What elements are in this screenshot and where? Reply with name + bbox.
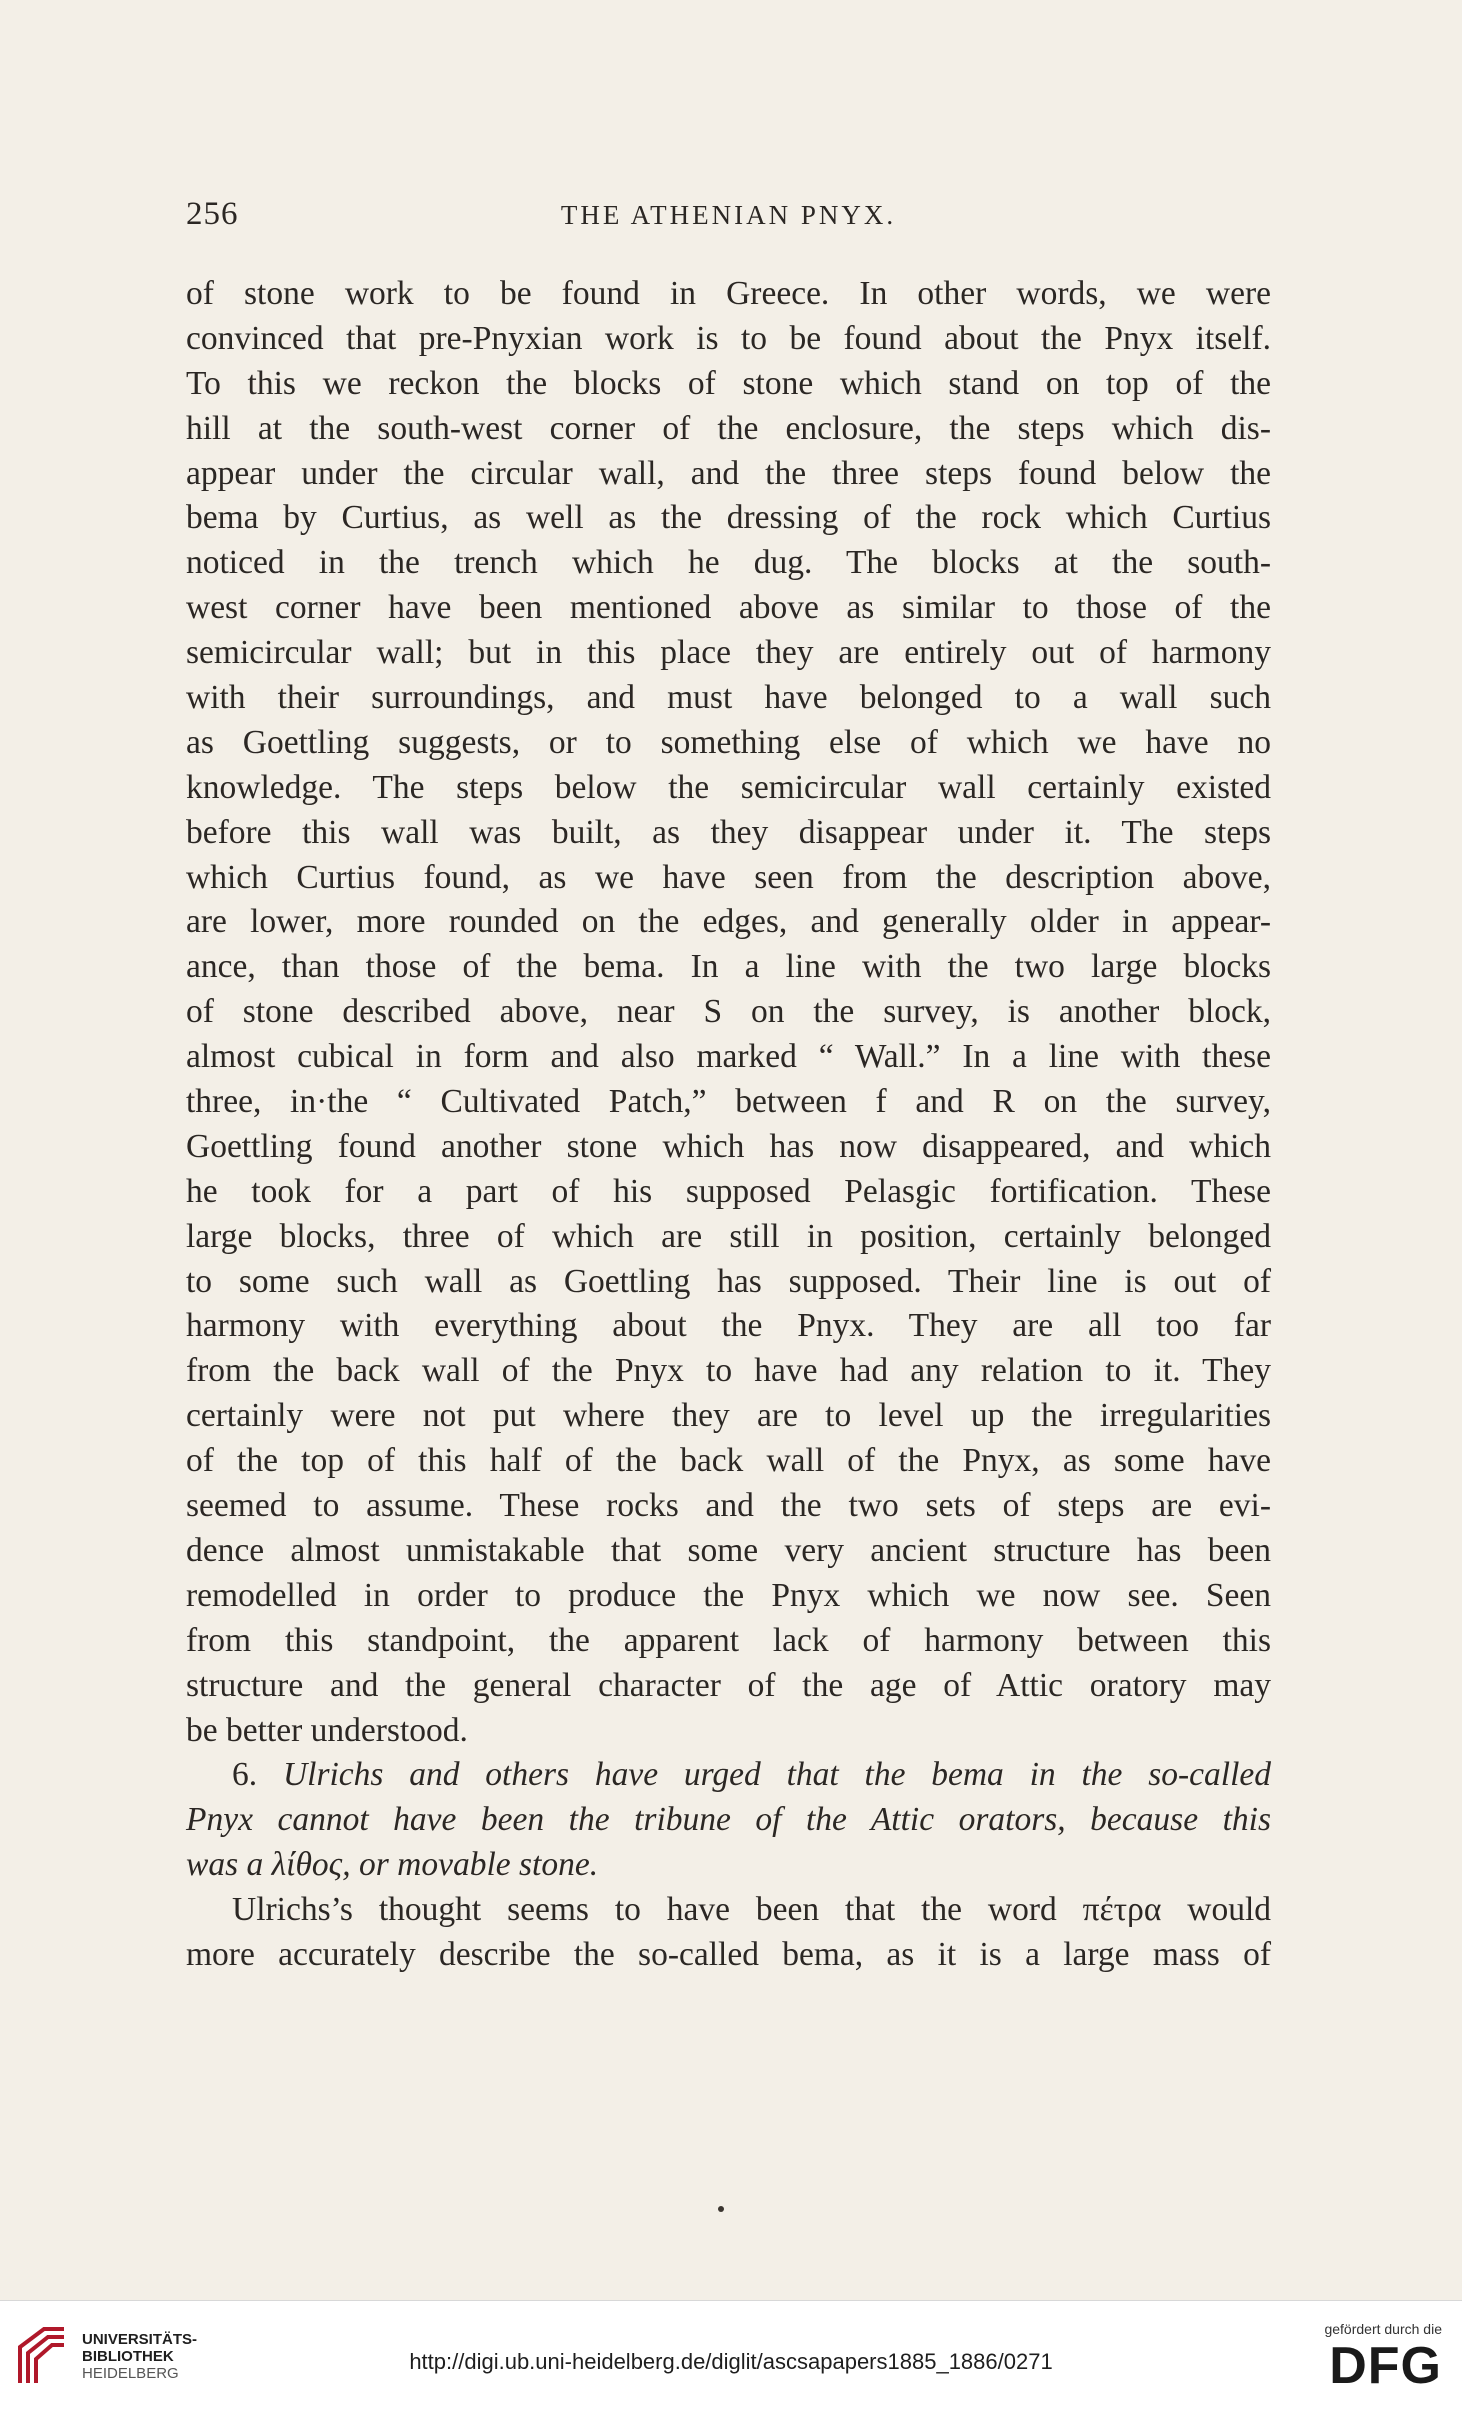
text-line: certainly were not put where they are to level up the irregularities — [186, 1397, 1271, 1435]
section-number: 6. — [232, 1756, 258, 1794]
text-line: of stone work to be found in Greece. In other words, we were — [186, 275, 1271, 312]
running-head: THE ATHENIAN PNYX. — [560, 200, 897, 230]
text-line: ance, than those of the bema. In a line with the two large blocks — [186, 948, 1271, 986]
text-line: to some such wall as Goettling has supposed. Their line is out of — [186, 1262, 1271, 1300]
text-line: west corner have been mentioned above as similar to those of the — [186, 589, 1271, 627]
body-text — [186, 272, 1271, 1978]
text-line: before this wall was built, as they disappear under it. The steps — [186, 813, 1271, 851]
text-line: noticed in the trench which he dug. The blocks at the south- — [186, 544, 1271, 582]
paper-speck — [718, 2206, 724, 2212]
section-heading-line: Pnyx cannot have been the tribune of the Attic orators, because this — [186, 1801, 1271, 1839]
page-number: 256 — [186, 196, 239, 232]
text-line: semicircular wall; but in this place they are entirely out of harmony — [186, 634, 1271, 672]
funder-block — [1292, 2321, 1442, 2395]
text-line: appear under the circular wall, and the three steps found below the — [186, 454, 1271, 492]
funder-caption: gefördert durch die — [1324, 2321, 1442, 2337]
section-heading-text: Ulrichs and others have urged that the bema in the so-called — [282, 1756, 1271, 1794]
text-line: from this standpoint, the apparent lack of harmony between this — [186, 1621, 1271, 1659]
library-name-line: HEIDELBERG — [82, 2365, 179, 2382]
text-line: which Curtius found, as we have seen from the description above, — [186, 858, 1271, 896]
text-line: as Goettling suggests, or to something else of which we have no — [186, 723, 1271, 761]
text-line: from the back wall of the Pnyx to have had any relation to it. They — [186, 1352, 1271, 1390]
text-line: dence almost unmistakable that some very ancient structure has been — [186, 1531, 1271, 1569]
text-line: convinced that pre-Pnyxian work is to be found about the Pnyx itself. — [186, 319, 1271, 357]
text-line: more accurately describe the so-called bema, as it is a large mass of — [186, 1935, 1271, 1973]
text-line: be better understood. — [186, 1711, 468, 1749]
text-line: Goettling found another stone which has now disappeared, and which — [186, 1127, 1271, 1165]
text-line: three, in·the “ Cultivated Patch,” between f and R on the survey, — [186, 1083, 1271, 1121]
text-line: are lower, more rounded on the edges, and generally older in appear- — [186, 903, 1271, 941]
text-line: remodelled in order to produce the Pnyx which we now see. Seen — [186, 1576, 1271, 1614]
library-name-line: UNIVERSITÄTS- — [82, 2331, 198, 2348]
text-line: large blocks, three of which are still in position, certainly belonged — [186, 1217, 1271, 1255]
page-header — [186, 196, 1271, 236]
section-heading-line — [186, 1753, 1271, 1798]
text-line: with their surroundings, and must have belonged to a wall such — [186, 679, 1271, 717]
text-line: harmony with everything about the Pnyx. They are all too far — [186, 1307, 1271, 1345]
text-line: To this we reckon the blocks of stone which stand on top of the — [186, 364, 1271, 402]
text-line: seemed to assume. These rocks and the two sets of steps are evi- — [186, 1487, 1271, 1525]
library-name-line: BIBLIOTHEK — [82, 2348, 174, 2365]
text-line: bema by Curtius, as well as the dressing of the rock which Curtius — [186, 499, 1271, 537]
text-line: Ulrichs’s thought seems to have been that the word πέτρα would — [232, 1891, 1271, 1929]
section-heading-line: was a λίθος, or movable stone. — [186, 1846, 599, 1884]
permalink-url[interactable]: http://digi.ub.uni-heidelberg.de/diglit/ascsapapers1885_1886/0271 — [409, 2349, 1053, 2374]
digitization-footer — [0, 2300, 1462, 2411]
text-line: of stone described above, near S on the survey, is another block, — [186, 993, 1271, 1031]
text-line: he took for a part of his supposed Pelasgic fortification. These — [186, 1172, 1271, 1210]
text-line: almost cubical in form and also marked “ Wall.” In a line with these — [186, 1038, 1271, 1076]
text-line: of the top of this half of the back wall of the Pnyx, as some have — [186, 1442, 1271, 1480]
text-line: hill at the south-west corner of the enclosure, the steps which dis- — [186, 409, 1271, 447]
text-line: structure and the general character of the age of Attic oratory may — [186, 1666, 1271, 1704]
text-line: knowledge. The steps below the semicircular wall certainly existed — [186, 768, 1271, 806]
dfg-logo: DFG — [1329, 2337, 1442, 2395]
